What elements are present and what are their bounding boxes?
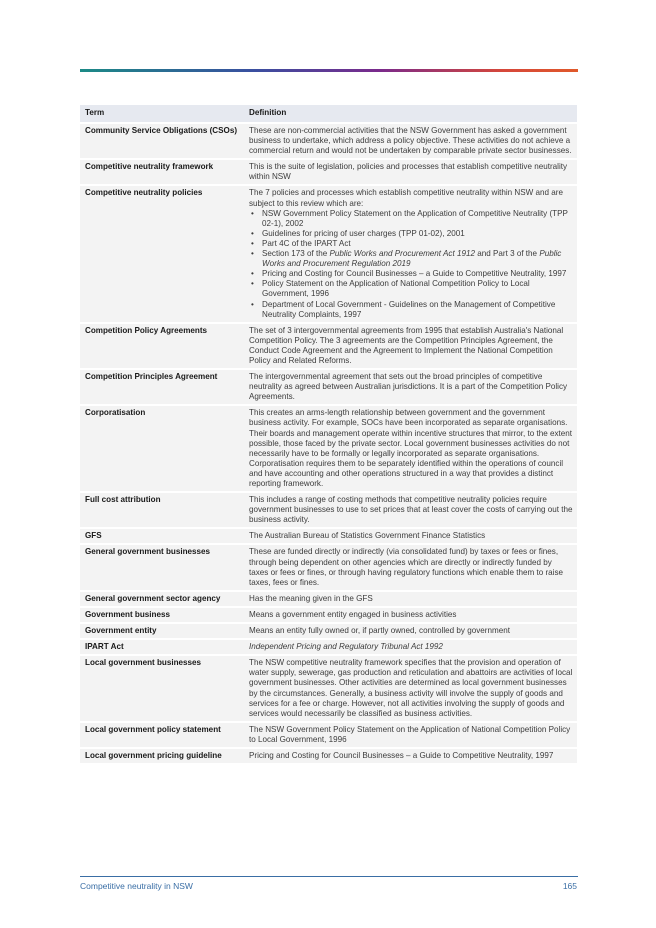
list-item: [262, 249, 573, 269]
header-gradient-rule: [80, 69, 578, 72]
list-item: • Part 4C of the IPART Act: [262, 239, 573, 249]
term-cell: Government entity: [80, 624, 244, 638]
column-header-term: Term: [80, 105, 244, 122]
definition-cell: The set of 3 intergovernmental agreements from 1995 that establish Australia's National Competition Policy. The 3 agreements are the Competition Principles Agreement, the Conduct Code Agreement and the Agreement to Implement the National Competition Policy and Related Reforms.: [244, 324, 577, 368]
term-cell: Local government businesses: [80, 656, 244, 721]
table-row: [80, 370, 577, 404]
list-item: • Guidelines for pricing of user charges (TPP 01-02), 2001: [262, 229, 573, 239]
term-cell: Local government pricing guideline: [80, 749, 244, 763]
table-row: [80, 160, 577, 184]
page-number: 165: [562, 881, 577, 891]
term-cell: Government business: [80, 608, 244, 622]
glossary-table: [80, 103, 577, 765]
definition-cell: The NSW Government Policy Statement on the Application of National Competition Policy to Local Government, 1996: [244, 723, 577, 747]
term-cell: Corporatisation: [80, 406, 244, 491]
term-cell: Competitive neutrality policies: [80, 186, 244, 321]
definition-cell: The NSW competitive neutrality framework specifies that the provision and operation of water supply, sewerage, gas production and reticulation and abattoirs are activities of local government businesses. Other activities are determined as local government businesses by the circumstances. Generally, a business activity will involve the supply of goods and services for a fee or charge. However, not all activities involving the supply of goods and services would necessarily be classified as business activities.: [244, 656, 577, 721]
term-cell: Competition Principles Agreement: [80, 370, 244, 404]
list-item: • NSW Government Policy Statement on the Application of Competitive Neutrality (TPP 02-1), 2002: [262, 209, 573, 229]
footer-document-title: Competitive neutrality in NSW: [80, 881, 193, 891]
definition-cell: This is the suite of legislation, policies and processes that establish competitive neutrality within NSW: [244, 160, 577, 184]
regulation-title: Public Works and Procurement Regulation 2019: [262, 249, 562, 269]
table-row: [80, 723, 577, 747]
table-row: [80, 749, 577, 763]
term-cell: Local government policy statement: [80, 723, 244, 747]
table-row: [80, 592, 577, 606]
table-row: [80, 545, 577, 589]
term-cell: GFS: [80, 529, 244, 543]
policy-list: [249, 209, 573, 320]
table-row: [80, 186, 577, 321]
list-item: • Policy Statement on the Application of National Competition Policy to Local Government, 1996: [262, 279, 573, 299]
table-row: [80, 406, 577, 491]
act-title: Independent Pricing and Regulatory Tribunal Act 1992: [249, 642, 443, 652]
table-header-row: [80, 105, 577, 122]
term-cell: IPART Act: [80, 640, 244, 654]
definition-cell: [244, 640, 577, 654]
table-row: [80, 529, 577, 543]
table-row: [80, 656, 577, 721]
list-item: • Department of Local Government - Guidelines on the Management of Competitive Neutrality Complaints, 1997: [262, 300, 573, 320]
definition-cell: These are funded directly or indirectly (via consolidated fund) by taxes or fees or fines, through being dependent on other agencies which are directly or indirectly funded by taxes or fees or fines, or through having regulatory functions which enable them to raise taxes, fees or fines.: [244, 545, 577, 589]
definition-cell: This includes a range of costing methods that competitive neutrality policies require government businesses to use to set prices that at least cover the costs of carrying out the business activity.: [244, 493, 577, 527]
list-item-text: and Part 3 of the: [474, 249, 540, 259]
definition-cell: Has the meaning given in the GFS: [244, 592, 577, 606]
definition-cell: These are non-commercial activities that the NSW Government has asked a government business to undertake, which address a policy objective. These activities do not achieve a commercial return and would not be undertaken by comparable private sector businesses.: [244, 124, 577, 158]
table-row: [80, 324, 577, 368]
term-cell: Full cost attribution: [80, 493, 244, 527]
definition-cell: Means an entity fully owned or, if partly owned, controlled by government: [244, 624, 577, 638]
term-cell: General government sector agency: [80, 592, 244, 606]
term-cell: General government businesses: [80, 545, 244, 589]
column-header-definition: Definition: [244, 105, 577, 122]
footer-rule: [80, 876, 578, 877]
definition-cell: [244, 186, 577, 321]
term-cell: Competitive neutrality framework: [80, 160, 244, 184]
definition-cell: Means a government entity engaged in business activities: [244, 608, 577, 622]
act-title: Public Works and Procurement Act 1912: [329, 249, 475, 259]
definition-cell: This creates an arms-length relationship between government and the government business activity. For example, SOCs have been incorporated as separate organisations. Their boards and management operate within incentive structures that mirror, to the extent possible, those faced by the private sector. Local government businesses activities do not necessarily have to be formally or legally incorporated as separate organisations. Corporatisation requires them to be separately identified within the operations of council and have accounting and other operations structured in a way that provides a distinct reporting framework.: [244, 406, 577, 491]
table-row: [80, 124, 577, 158]
table-row: [80, 608, 577, 622]
list-item: • Pricing and Costing for Council Businesses – a Guide to Competitive Neutrality, 1997: [262, 269, 573, 279]
table-row: [80, 624, 577, 638]
table-row: [80, 640, 577, 654]
definition-cell: Pricing and Costing for Council Businesses – a Guide to Competitive Neutrality, 1997: [244, 749, 577, 763]
definition-cell: The intergovernmental agreement that sets out the broad principles of competitive neutrality as agreed between Australian jurisdictions. It is a part of the Competition Policy Agreements.: [244, 370, 577, 404]
table-row: [80, 493, 577, 527]
list-item-text: Section 173 of the: [262, 249, 330, 259]
definition-cell: The Australian Bureau of Statistics Government Finance Statistics: [244, 529, 577, 543]
definition-intro: The 7 policies and processes which establish competitive neutrality within NSW and are subject to this review which are:: [249, 188, 564, 208]
term-cell: Competition Policy Agreements: [80, 324, 244, 368]
term-cell: Community Service Obligations (CSOs): [80, 124, 244, 158]
